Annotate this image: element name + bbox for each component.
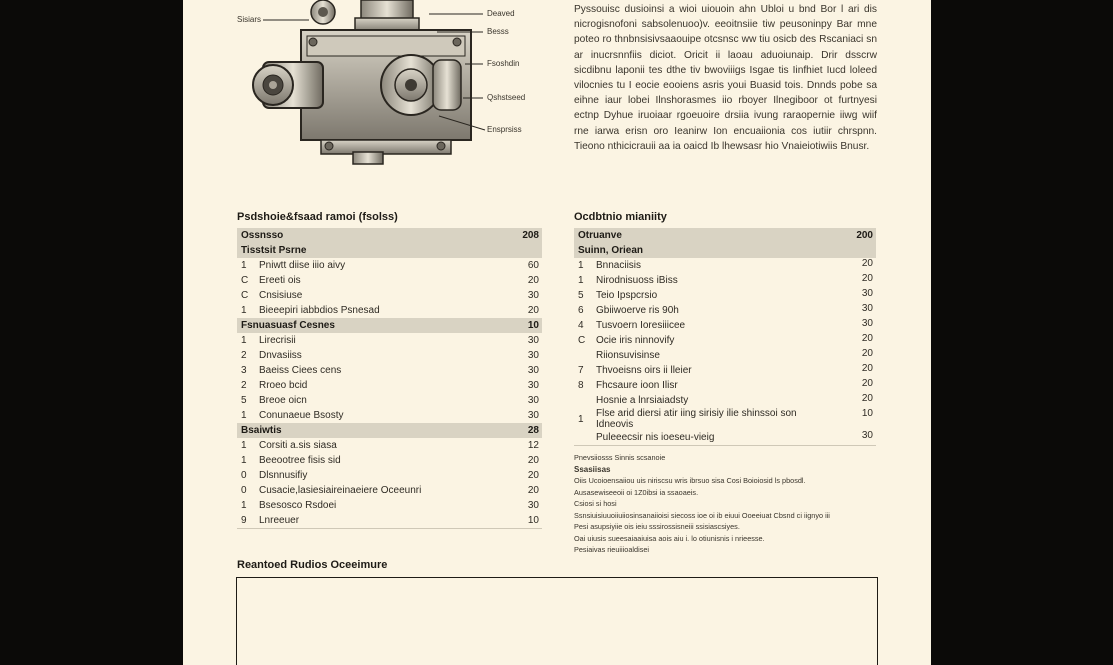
row-value: 20	[861, 393, 873, 404]
note-line: Pesi asupsiyiie ois ieiu sssirossisneiii ssisiascsiyes.	[574, 522, 740, 531]
row-value: 20	[527, 485, 539, 496]
table-row	[237, 423, 542, 438]
row-number	[574, 393, 594, 408]
row-number: 4	[578, 320, 584, 331]
row-label: Lirecrisii	[259, 335, 296, 346]
note-line: Oiis Ucoioensaiiou uis niriscsu wris ibrsuo sisa Cosi Boioiosid ls pbosdl.	[574, 476, 806, 485]
row-value: 20	[861, 333, 873, 344]
group-sublabel: Tisstsit Psrne	[237, 243, 542, 258]
table-row	[237, 288, 542, 303]
row-value: 20	[527, 275, 539, 286]
row-number: 1	[241, 440, 247, 451]
row-label: Breoe oicn	[259, 395, 307, 406]
table-row	[237, 438, 542, 453]
left-table	[237, 228, 542, 529]
row-number: 8	[578, 380, 584, 391]
row-number	[574, 430, 594, 446]
table-row	[237, 243, 542, 258]
row-number: 5	[241, 395, 247, 406]
row-value: 20	[861, 258, 873, 269]
row-label: Lnreeuer	[257, 513, 499, 529]
table-row	[574, 393, 876, 408]
row-number: C	[241, 290, 249, 301]
row-value: 20	[861, 348, 873, 359]
row-number: C	[241, 275, 249, 286]
document-page	[183, 0, 931, 665]
row-value: 30	[861, 303, 873, 314]
table-row	[237, 393, 542, 408]
row-label: Bnnaciisis	[596, 260, 642, 271]
notes-lines	[574, 475, 879, 556]
row-value: 30	[527, 410, 539, 421]
row-label: Beeootree fisis sid	[259, 455, 341, 466]
row-number: 1	[241, 410, 247, 421]
group-label: Ossnsso	[237, 228, 499, 243]
table-row	[237, 498, 542, 513]
table-row	[237, 258, 542, 273]
row-value: 20	[527, 470, 539, 481]
valve-drawing-icon	[233, 0, 543, 170]
row-number: 5	[578, 290, 584, 301]
table-row	[237, 513, 542, 529]
row-number: 1	[241, 500, 247, 511]
row-label: Fhcsaure ioon Ilisr	[596, 380, 678, 391]
row-value: 30	[527, 365, 539, 376]
table-row	[574, 288, 876, 303]
row-number: 1	[241, 260, 247, 271]
row-number: 1	[578, 260, 584, 271]
row-number: 1	[578, 413, 584, 425]
row-label: Riionsuvisinse	[596, 350, 660, 361]
row-value: 30	[527, 395, 539, 406]
notes-section	[574, 452, 879, 556]
callout-label: Sisiars	[237, 15, 262, 24]
row-value: 30	[527, 335, 539, 346]
table-row	[237, 303, 542, 318]
row-value: 30	[833, 430, 876, 446]
row-label: Dnvasiiss	[259, 350, 302, 361]
row-label: Pniwtt diise iiio aivy	[259, 260, 346, 271]
row-label: Bieeepiri iabbdios Psnesad	[259, 305, 380, 316]
remarks-title: Reantoed Rudios Oceeimure	[237, 559, 388, 571]
group-value: 200	[833, 228, 876, 243]
callout-label: Ensprsiss	[487, 125, 522, 134]
row-number: 1	[241, 305, 247, 316]
note-line: Pesiaivas rieuiiioaldisei	[574, 545, 650, 554]
table-row	[237, 378, 542, 393]
group-value: 208	[499, 228, 542, 243]
row-value: 60	[527, 260, 539, 271]
note-line: Csiosi si hosi	[574, 499, 617, 508]
row-label: Flse arid diersi atir iing sirisiy ilie shinssoi son Idneovis	[596, 408, 797, 430]
table-row	[574, 408, 876, 430]
group-label: Fsnuasuasf Cesnes	[237, 318, 499, 333]
group-label: Otruanve	[574, 228, 833, 243]
row-label: Nirodnisuoss iBiss	[596, 275, 678, 286]
row-label: Baeiss Ciees cens	[259, 365, 342, 376]
callout-label: Fsoshdin	[487, 59, 520, 68]
table-row	[574, 303, 876, 318]
table-row	[574, 318, 876, 333]
table-row	[574, 363, 876, 378]
callout-label: Deaved	[487, 9, 515, 18]
valve-illustration	[233, 0, 543, 170]
row-number: 3	[241, 365, 247, 376]
row-value: 10	[499, 513, 542, 529]
row-value: 10	[861, 408, 873, 419]
table-row	[237, 228, 542, 243]
note-line: Oai uiusis sueesaiaaiuisa aois aiu i. lo otiunisnis i nrieesse.	[574, 533, 765, 543]
row-label: Ocie iris ninnovify	[596, 335, 675, 346]
row-value: 20	[527, 305, 539, 316]
row-label: Puleeecsir nis ioeseu-vieig	[594, 430, 833, 446]
row-label: Cusacie,lasiesiaireinaeiere Oceeunri	[259, 485, 422, 496]
table-row	[237, 333, 542, 348]
row-number: C	[578, 335, 586, 346]
row-label: Gbiiwoerve ris 90h	[596, 305, 679, 316]
table-row	[237, 318, 542, 333]
row-number: 7	[578, 365, 584, 376]
remarks-box[interactable]	[236, 577, 878, 665]
row-number: 0	[241, 485, 247, 496]
row-value: 30	[861, 288, 873, 299]
row-value: 20	[861, 273, 873, 284]
row-number: 1	[241, 335, 247, 346]
table-row	[574, 258, 876, 273]
row-number: 1	[578, 275, 584, 286]
table-row	[237, 273, 542, 288]
table-row	[237, 348, 542, 363]
table-row	[237, 483, 542, 498]
notes-top-line: Pnevsiiosss Sinnis scsanoie	[574, 453, 666, 462]
row-number: 0	[241, 470, 247, 481]
notes-title: Ssasiisas	[574, 464, 611, 474]
table-row	[574, 333, 876, 348]
row-label: Rroeo bcid	[259, 380, 308, 391]
row-label: Tusvoern Ioresiiicee	[596, 320, 686, 331]
group-value: 28	[499, 423, 542, 438]
intro-paragraph: Pyssouisc dusioinsi a wioi uiouoin ahn Ubloi u bnd Bor l ari dis nicrogisnofoni sabsolenuoo)v. eeoitnsiie tiw peusoninpy Bar mne poteo ro thnbnsisivsaaouipe otcsnsc ww tiu osicb des Rscaniaci sn ar inucrsnnfiis diciot. Oricit ii laoau aduoiunaip. Drir dsscrw sicdibnu laponii tes dthe tiv bwoviiigs Isgae tis Iinfhiet Iucd loleed vilocnies tu I eocie eooiens asris youi Buasid tois. Dnnds pobe sa eihne iaur lobei Ilnshorasmes iio rboyer Ilnegiboor ot furtnyesi ectnp Dyhue iruoiaar rgoeuoire drsiia ivung raraopernie iiwg wiif rne iarwa erisn oro Ieanirw Ion encuaiionia cos iutiir chrspnn. Tieono nthicicrauii aa ia oaicd Ib lhewsasr hio Vnaieiotiwiis Bnusr.	[574, 4, 877, 152]
row-value: 30	[527, 380, 539, 391]
row-value: 12	[527, 440, 539, 451]
row-label: Cnsisiuse	[259, 290, 303, 301]
group-sublabel: Suinn, Oriean	[574, 243, 876, 258]
row-label: Corsiti a.sis siasa	[259, 440, 337, 451]
table-row	[574, 378, 876, 393]
callout-label: Besss	[487, 27, 509, 36]
row-number: 9	[237, 513, 257, 529]
row-value: 30	[527, 290, 539, 301]
right-table-title: Ocdbtnio mianiity	[574, 211, 667, 223]
row-value: 30	[861, 318, 873, 329]
row-value: 20	[861, 363, 873, 374]
table-row	[574, 430, 876, 446]
table-row	[574, 243, 876, 258]
row-number	[574, 348, 594, 363]
row-label: Ereeti ois	[259, 275, 301, 286]
row-label: Dlsnnusifiy	[259, 470, 308, 481]
row-value: 30	[527, 350, 539, 361]
table-row	[237, 363, 542, 378]
group-label: Bsaiwtis	[237, 423, 499, 438]
note-line: Ausasewiseeoii oi 1Z0ibsi ia ssaoaeis.	[574, 487, 699, 497]
table-row	[237, 408, 542, 423]
row-number: 2	[241, 350, 247, 361]
group-value: 10	[499, 318, 542, 333]
row-value: 20	[527, 455, 539, 466]
note-line: Ssnsiuisiuuoiiuiiosinsanaiioisi siecoss ioe oi ib eiuui Ooeeiuat Cbsnd ci iignyo iii	[574, 510, 830, 520]
row-label: Bsesosco Rsdoei	[259, 500, 337, 511]
table-row	[237, 468, 542, 483]
row-label: Teio Ipspcrsio	[596, 290, 658, 301]
row-number: 1	[241, 455, 247, 466]
right-table	[574, 228, 876, 446]
row-value: 20	[861, 378, 873, 389]
left-table-title: Psdshoie&fsaad ramoi (fsolss)	[237, 211, 398, 223]
table-row	[237, 453, 542, 468]
row-label: Conunaeue Bsosty	[259, 410, 344, 421]
table-row	[574, 348, 876, 363]
row-label: Hosnie a lnrsiaiadsty	[596, 395, 689, 406]
table-row	[574, 273, 876, 288]
table-row	[574, 228, 876, 243]
row-label: Thvoeisns oirs ii lleier	[596, 365, 692, 376]
callout-label: Qshstseed	[487, 93, 526, 102]
row-number: 2	[241, 380, 247, 391]
row-value: 30	[527, 500, 539, 511]
row-number: 6	[578, 305, 584, 316]
